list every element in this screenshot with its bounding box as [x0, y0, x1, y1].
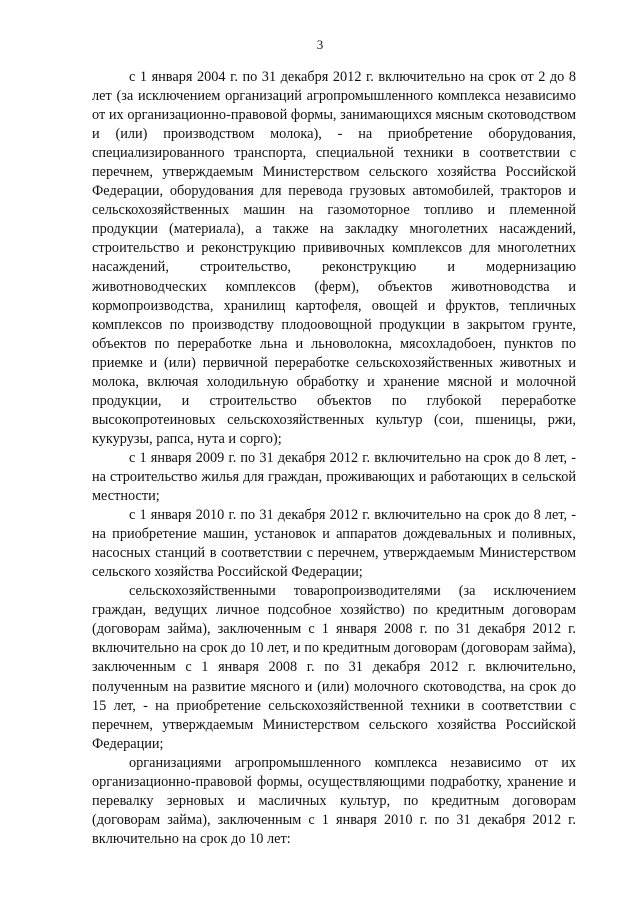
- paragraph-1: с 1 января 2004 г. по 31 декабря 2012 г. включительно на срок от 2 до 8 лет (за исключением организаций агропромышленного комплекса независимо от их организационно-правовой формы, занимающихся мясным скотоводством и (или) производством молока), - на приобретение оборудования, специализированного транспорта, специальной техники в соответствии с перечнем, утверждаемым Министерством сельского хозяйства Российской Федерации, оборудования для перевода грузовых автомобилей, тракторов и сельскохозяйственных машин на газомоторное топливо и племенной продукции (материала), а также на закладку многолетних насаждений, строительство и реконструкцию прививочных комплексов для многолетних насаждений, строительство, реконструкцию и модернизацию животноводческих комплексов (ферм), объектов животноводства и кормопроизводства, хранилищ картофеля, овощей и фруктов, тепличных комплексов по производству плодоовощной продукции в закрытом грунте, объектов по переработке льна и льноволокна, мясохладобоен, пунктов по приемке и (или) первичной переработке сельскохозяйственных животных и молока, включая холодильную обработку и хранение мясной и молочной продукции, и строительство объектов по глубокой переработке высокопротеиновых сельскохозяйственных культур (сои, пшеницы, ржи, кукурузы, рапса, нута и сорго);: [92, 69, 576, 447]
- page-number: 3: [316, 37, 324, 52]
- paragraph-5: организациями агропромышленного комплекса независимо от их организационно-правовой формы, осуществляющими подработку, хранение и перевалку зерновых и масличных культур, по кредитным договорам (договорам займа), заключенным с 1 января 2010 г. по 31 декабря 2012 г. включительно на срок до 10 лет:: [92, 754, 576, 847]
- paragraph-3: с 1 января 2010 г. по 31 декабря 2012 г. включительно на срок до 8 лет, - на приобретение машин, установок и аппаратов дождевальных и поливных, насосных станций в соответствии с перечнем, утверждаемым Министерством сельского хозяйства Российской Федерации;: [92, 507, 576, 581]
- paragraph-4: сельскохозяйственными товаропроизводителями (за исключением граждан, ведущих личное подсобное хозяйство) по кредитным договорам (договорам займа), заключенным с 1 января 2008 г. по 31 декабря 2012 г. включительно на срок до 10 лет, и по кредитным договорам (договорам займа), заключенным с 1 января 2008 г. по 31 декабря 2012 г. включительно, полученным на развитие мясного и (или) молочного скотоводства, на срок до 15 лет, - на приобретение сельскохозяйственной техники в соответствии с перечнем, утверждаемым Министерством сельского хозяйства Российской Федерации;: [92, 583, 576, 752]
- paragraph-2: с 1 января 2009 г. по 31 декабря 2012 г. включительно на срок до 8 лет, - на строительство жилья для граждан, проживающих и работающих в сельской местности;: [92, 449, 576, 505]
- document-body: [92, 68, 576, 849]
